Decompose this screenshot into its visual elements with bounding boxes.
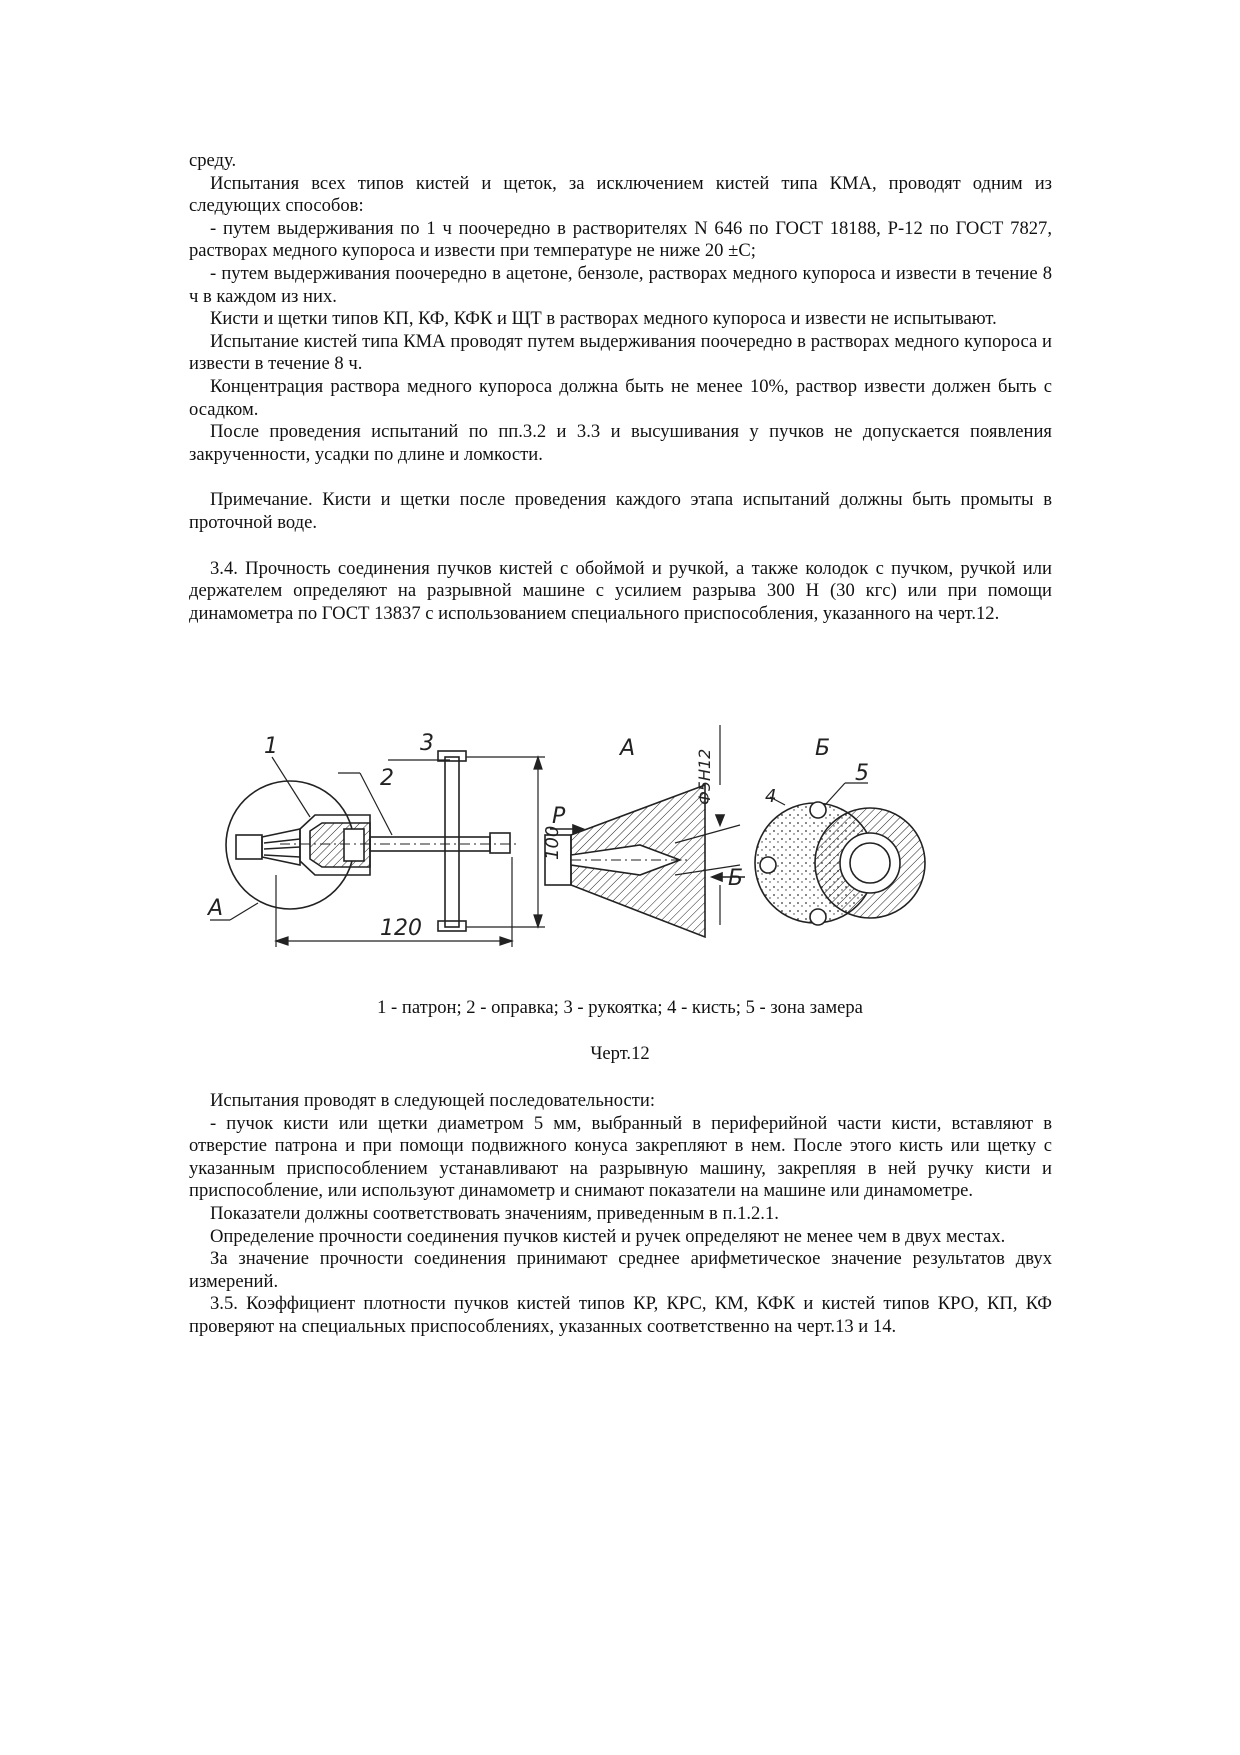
label-force-p: P <box>552 804 566 829</box>
paragraph: Испытания проводят в следующей последовательности: <box>210 1090 656 1111</box>
label-dim-100: 100 <box>542 825 563 860</box>
paragraph: После проведения испытаний по пп.3.2 и 3.3 и высушивания у пучков не допускается появления закрученности, усадки по длине и ломкости. <box>189 421 1052 465</box>
body-text-top <box>189 150 1052 625</box>
figure-number: Черт.12 <box>590 1043 650 1064</box>
paragraph: - пучок кисти или щетки диаметром 5 мм, выбранный в периферийной части кисти, вставляют в отверстие патрона и при помощи подвижного конуса закрепляют в нем. После этого кисть или щетку с указанным приспособлением устанавливают на разрывную машину, закрепляя в ней ручку кисти и приспособление, или используют динамометр и снимают показатели на машине или динамометре. <box>189 1112 1052 1202</box>
label-part-2: 2 <box>380 766 394 791</box>
paragraph: - путем выдерживания по 1 ч поочередно в растворителях N 646 по ГОСТ 18188, Р-12 по ГОСТ 7827, растворах медного купороса и извести при температуре не ниже 20 ±С; <box>189 217 1052 262</box>
label-dim-120: 120 <box>380 916 422 941</box>
paragraph-3-5: 3.5. Коэффициент плотности пучков кистей типов КР, КРС, КМ, КФК и кистей типов КРО, КП, КФ проверяют на специальных приспособлениях, указанных соответственно на черт.13 и 14. <box>189 1293 1052 1337</box>
label-callout-a: А <box>208 896 224 921</box>
paragraph: Показатели должны соответствовать значениям, приведенным в п.1.2.1. <box>210 1202 779 1224</box>
label-part-1: 1 <box>264 734 278 759</box>
paragraph: Испытания всех типов кистей и щеток, за исключением кистей типа КМА, проводят одним из следующих способов: <box>189 172 1052 217</box>
paragraph: - путем выдерживания поочередно в ацетоне, бензоле, растворах медного купороса и извести в течение 8 ч в каждом из них. <box>189 262 1052 307</box>
label-arrow-b: Б <box>728 866 744 891</box>
body-text-bottom <box>189 1090 1052 1339</box>
paragraph: Концентрация раствора медного купороса должна быть не менее 10%, раствор извести должен быть с осадком. <box>189 375 1052 420</box>
drawing-svg <box>208 725 1060 985</box>
dimension-lines <box>210 757 545 947</box>
note-paragraph: Примечание. Кисти и щетки после проведения каждого этапа испытаний должны быть промыты в проточной воде. <box>189 489 1052 533</box>
figure-caption: 1 - патрон; 2 - оправка; 3 - рукоятка; 4 - кисть; 5 - зона замера <box>377 997 863 1018</box>
paragraph: Кисти и щетки типов КП, КФ, КФК и ЩТ в растворах медного купороса и извести не испытывают. <box>210 308 997 330</box>
paragraph: Определение прочности соединения пучков кистей и ручек определяют не менее чем в двух местах. <box>210 1225 1006 1247</box>
label-part-4: 4 <box>765 786 777 807</box>
label-view-b: Б <box>815 736 831 761</box>
paragraph: За значение прочности соединения принимают среднее арифметическое значение результатов двух измерений. <box>189 1248 1052 1292</box>
detail-view-a <box>545 725 745 937</box>
paragraph: среду. <box>189 150 237 171</box>
label-dim-phi: Ф5Н12 <box>695 748 714 805</box>
section-view-b <box>755 783 925 925</box>
paragraph: Испытание кистей типа КМА проводят путем выдерживания поочередно в растворах медного купороса и извести в течение 8 ч. <box>189 330 1052 375</box>
technical-drawing <box>208 725 1060 985</box>
paragraph-3-4: 3.4. Прочность соединения пучков кистей с обоймой и ручкой, а также колодок с пучком, ручкой или держателем определяют на разрывной машине с усилием разрыва 300 Н (30 кгс) или при помощи динамометра по ГОСТ 13837 с использованием специального приспособления, указанного на черт.12. <box>189 557 1052 624</box>
label-view-a: А <box>620 736 636 761</box>
label-part-5: 5 <box>855 761 869 786</box>
label-part-3: 3 <box>420 731 434 756</box>
assembly-side-view <box>226 751 520 931</box>
